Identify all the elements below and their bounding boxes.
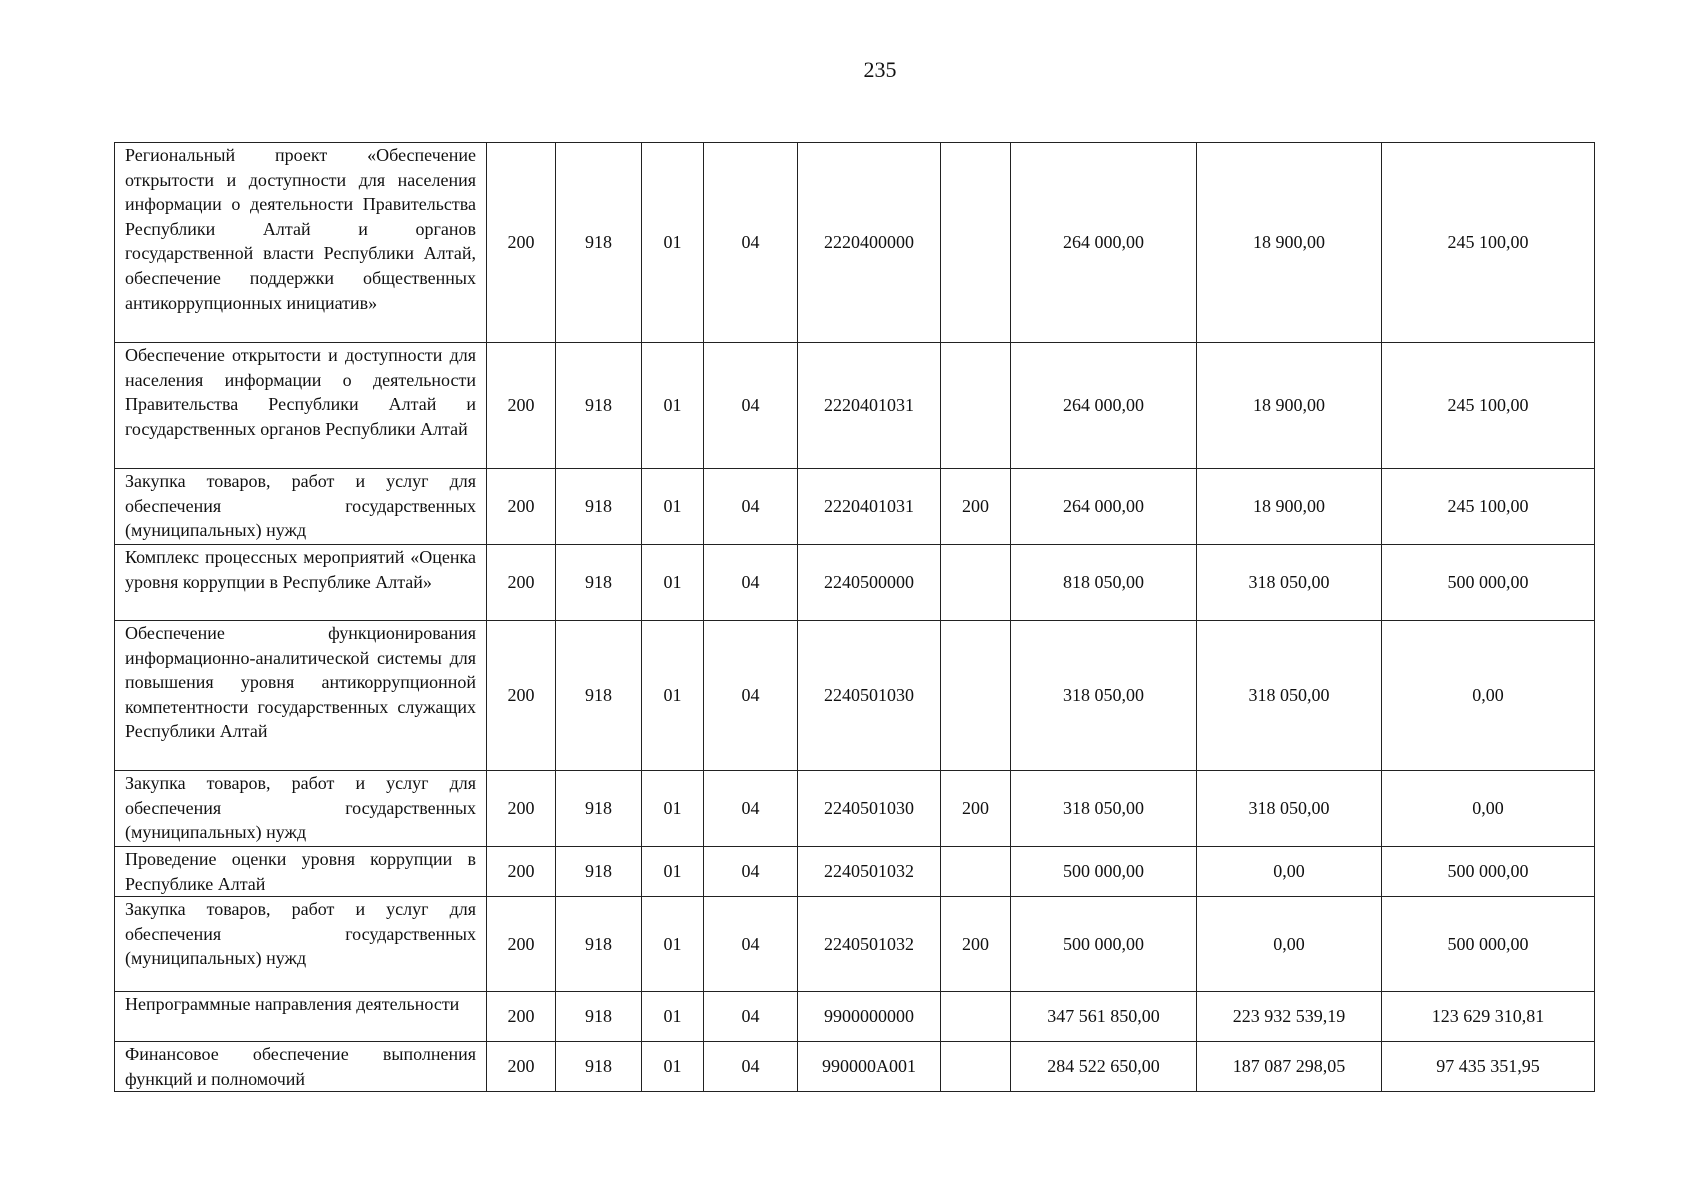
amount-2: 223 932 539,19 <box>1197 992 1382 1042</box>
amount-1: 318 050,00 <box>1011 621 1197 771</box>
admin-code: 200 <box>487 771 556 847</box>
subsection-code: 04 <box>704 897 798 992</box>
grbs-code: 918 <box>556 545 642 621</box>
grbs-code: 918 <box>556 771 642 847</box>
subsection-code: 04 <box>704 771 798 847</box>
admin-code: 200 <box>487 847 556 897</box>
amount-1: 284 522 650,00 <box>1011 1042 1197 1092</box>
table-row <box>115 469 1595 545</box>
grbs-code: 918 <box>556 897 642 992</box>
amount-2: 0,00 <box>1197 847 1382 897</box>
expense-type-code <box>941 1042 1011 1092</box>
section-code: 01 <box>642 992 704 1042</box>
row-name: Комплекс процессных мероприятий «Оценка уровня коррупции в Республике Алтай» <box>115 545 487 621</box>
row-name: Закупка товаров, работ и услуг для обеспечения государственных (муниципальных) нужд <box>115 897 487 992</box>
amount-3: 500 000,00 <box>1382 847 1595 897</box>
subsection-code: 04 <box>704 621 798 771</box>
grbs-code: 918 <box>556 621 642 771</box>
admin-code: 200 <box>487 143 556 343</box>
row-name: Закупка товаров, работ и услуг для обеспечения государственных (муниципальных) нужд <box>115 771 487 847</box>
subsection-code: 04 <box>704 143 798 343</box>
section-code: 01 <box>642 1042 704 1092</box>
expense-type-code: 200 <box>941 469 1011 545</box>
expense-type-code: 200 <box>941 897 1011 992</box>
section-code: 01 <box>642 771 704 847</box>
section-code: 01 <box>642 343 704 469</box>
section-code: 01 <box>642 897 704 992</box>
subsection-code: 04 <box>704 343 798 469</box>
grbs-code: 918 <box>556 343 642 469</box>
subsection-code: 04 <box>704 469 798 545</box>
amount-3: 245 100,00 <box>1382 143 1595 343</box>
grbs-code: 918 <box>556 143 642 343</box>
amount-2: 18 900,00 <box>1197 343 1382 469</box>
table-row <box>115 771 1595 847</box>
grbs-code: 918 <box>556 469 642 545</box>
table-row <box>115 343 1595 469</box>
target-article-code: 2240501032 <box>798 847 941 897</box>
subsection-code: 04 <box>704 545 798 621</box>
amount-3: 500 000,00 <box>1382 545 1595 621</box>
amount-2: 18 900,00 <box>1197 469 1382 545</box>
grbs-code: 918 <box>556 1042 642 1092</box>
amount-3: 97 435 351,95 <box>1382 1042 1595 1092</box>
amount-2: 18 900,00 <box>1197 143 1382 343</box>
amount-1: 318 050,00 <box>1011 771 1197 847</box>
amount-1: 347 561 850,00 <box>1011 992 1197 1042</box>
row-name: Обеспечение функционирования информационно-аналитической системы для повышения уровня антикоррупционной компетентности государственных служащих Республики Алтай <box>115 621 487 771</box>
expense-type-code <box>941 143 1011 343</box>
amount-1: 500 000,00 <box>1011 847 1197 897</box>
amount-1: 500 000,00 <box>1011 897 1197 992</box>
row-name: Непрограммные направления деятельности <box>115 992 487 1042</box>
section-code: 01 <box>642 545 704 621</box>
amount-2: 318 050,00 <box>1197 771 1382 847</box>
budget-table <box>114 142 1595 1092</box>
admin-code: 200 <box>487 469 556 545</box>
table-row <box>115 545 1595 621</box>
amount-3: 0,00 <box>1382 621 1595 771</box>
amount-1: 264 000,00 <box>1011 469 1197 545</box>
row-name: Финансовое обеспечение выполнения функций и полномочий <box>115 1042 487 1092</box>
row-name: Обеспечение открытости и доступности для населения информации о деятельности Правительства Республики Алтай и государственных органов Республики Алтай <box>115 343 487 469</box>
expense-type-code <box>941 992 1011 1042</box>
admin-code: 200 <box>487 992 556 1042</box>
table-row <box>115 992 1595 1042</box>
row-name: Региональный проект «Обеспечение открытости и доступности для населения информации о деятельности Правительства Республики Алтай и органов государственной власти Республики Алтай, обеспечение поддержки общественных антикоррупционных инициатив» <box>115 143 487 343</box>
table-row <box>115 1042 1595 1092</box>
subsection-code: 04 <box>704 847 798 897</box>
target-article-code: 2220400000 <box>798 143 941 343</box>
section-code: 01 <box>642 847 704 897</box>
table-row <box>115 897 1595 992</box>
admin-code: 200 <box>487 1042 556 1092</box>
subsection-code: 04 <box>704 1042 798 1092</box>
amount-1: 264 000,00 <box>1011 343 1197 469</box>
amount-1: 264 000,00 <box>1011 143 1197 343</box>
subsection-code: 04 <box>704 992 798 1042</box>
table-row <box>115 847 1595 897</box>
target-article-code: 2220401031 <box>798 343 941 469</box>
expense-type-code: 200 <box>941 771 1011 847</box>
amount-2: 318 050,00 <box>1197 621 1382 771</box>
target-article-code: 2240501032 <box>798 897 941 992</box>
amount-2: 0,00 <box>1197 897 1382 992</box>
amount-3: 245 100,00 <box>1382 343 1595 469</box>
section-code: 01 <box>642 469 704 545</box>
admin-code: 200 <box>487 897 556 992</box>
section-code: 01 <box>642 143 704 343</box>
row-name: Закупка товаров, работ и услуг для обеспечения государственных (муниципальных) нужд <box>115 469 487 545</box>
target-article-code: 9900000000 <box>798 992 941 1042</box>
amount-3: 500 000,00 <box>1382 897 1595 992</box>
row-name: Проведение оценки уровня коррупции в Республике Алтай <box>115 847 487 897</box>
amount-3: 245 100,00 <box>1382 469 1595 545</box>
amount-1: 818 050,00 <box>1011 545 1197 621</box>
admin-code: 200 <box>487 545 556 621</box>
admin-code: 200 <box>487 621 556 771</box>
target-article-code: 2240501030 <box>798 771 941 847</box>
amount-2: 318 050,00 <box>1197 545 1382 621</box>
section-code: 01 <box>642 621 704 771</box>
table-row <box>115 143 1595 343</box>
grbs-code: 918 <box>556 992 642 1042</box>
expense-type-code <box>941 343 1011 469</box>
target-article-code: 990000А001 <box>798 1042 941 1092</box>
expense-type-code <box>941 545 1011 621</box>
expense-type-code <box>941 847 1011 897</box>
table-row <box>115 621 1595 771</box>
grbs-code: 918 <box>556 847 642 897</box>
amount-3: 123 629 310,81 <box>1382 992 1595 1042</box>
amount-3: 0,00 <box>1382 771 1595 847</box>
page-number: 235 <box>863 57 897 82</box>
expense-type-code <box>941 621 1011 771</box>
target-article-code: 2240500000 <box>798 545 941 621</box>
amount-2: 187 087 298,05 <box>1197 1042 1382 1092</box>
target-article-code: 2220401031 <box>798 469 941 545</box>
target-article-code: 2240501030 <box>798 621 941 771</box>
admin-code: 200 <box>487 343 556 469</box>
